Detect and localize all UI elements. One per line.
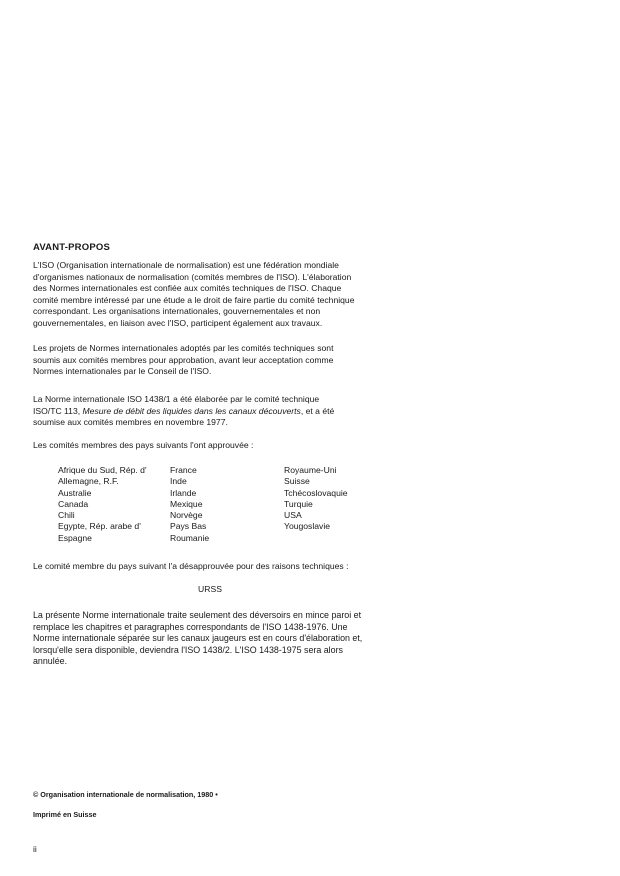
- country-item: Norvège: [170, 510, 203, 521]
- text-line: soumise aux comités membres en novembre 1977.: [33, 417, 228, 428]
- country-column-3: [284, 465, 348, 533]
- section-heading: AVANT-PROPOS: [33, 242, 110, 253]
- country-item: Mexique: [170, 498, 203, 509]
- country-item: Inde: [170, 476, 187, 487]
- country-item: USA: [284, 510, 302, 521]
- text-line: annulée.: [33, 656, 68, 667]
- country-column-1: [58, 465, 147, 544]
- paragraph-iso-overview: [33, 260, 382, 330]
- text-line: Normes internationales par le Conseil de l'ISO.: [33, 366, 212, 377]
- country-item: Chili: [58, 510, 75, 521]
- country-item: Pays Bas: [170, 521, 207, 532]
- text-line: La présente Norme internationale traite seulement des déversoirs en mince paroi et: [33, 610, 362, 620]
- text-line: gouvernementales, en liaison avec l'ISO, participent également aux travaux.: [33, 317, 323, 328]
- text-line: Le comité membre du pays suivant l'a désapprouvée pour des raisons techniques :: [33, 561, 349, 571]
- text-line: d'organismes nationaux de normalisation (comités membres de l'ISO). L'élaboration: [33, 271, 352, 282]
- text-fragment: , et a été: [300, 405, 335, 416]
- text-line: L'ISO (Organisation internationale de normalisation) est une fédération mondiale: [33, 260, 339, 270]
- country-item: Espagne: [58, 532, 92, 543]
- text-line: correspondant. Les organisations internationales, gouvernementales et non: [33, 306, 321, 317]
- text-line: La Norme internationale ISO 1438/1 a été élaborée par le comité technique: [33, 394, 320, 404]
- paragraph-standard-origin: [33, 394, 382, 429]
- country-item: Tchécoslovaquie: [284, 487, 348, 498]
- paragraph-approving-members: [33, 440, 382, 452]
- committee-title: Mesure de débit des liquides dans les canaux découverts: [82, 405, 301, 416]
- text-line: soumis aux comités membres pour approbation, avant leur acceptation comme: [33, 354, 334, 365]
- country-item: Royaume-Uni: [284, 465, 337, 475]
- country-column-2: [170, 465, 209, 544]
- paragraph-scope-note: [33, 610, 382, 668]
- country-item: Afrique du Sud, Rép. d': [58, 465, 147, 475]
- text-line: Les comités membres des pays suivants l'ont approuvée :: [33, 440, 254, 450]
- country-item: Australie: [58, 487, 92, 498]
- page-number: ii: [33, 844, 37, 854]
- country-item: Irlande: [170, 487, 197, 498]
- text-line: Les projets de Normes internationales adoptés par les comités techniques sont: [33, 343, 334, 353]
- committee-ref: ISO/TC 113,: [33, 405, 83, 416]
- text-line: [33, 406, 382, 418]
- country-item: Canada: [58, 498, 89, 509]
- country-item: Yougoslavie: [284, 521, 331, 532]
- text-line: Norme internationale séparée sur les canaux jaugeurs est en cours d'élaboration et,: [33, 633, 363, 644]
- country-item: Egypte, Rép. arabe d': [58, 521, 141, 532]
- copyright-notice: © Organisation internationale de normalisation, 1980 •: [33, 790, 218, 799]
- disapproving-country: URSS: [198, 584, 222, 594]
- text-line: remplace les chapitres et paragraphes correspondants de l'ISO 1438-1976. Une: [33, 621, 348, 632]
- text-line: comité membre intéressé par une étude a le droit de faire partie du comité technique: [33, 294, 355, 305]
- paragraph-disapproval: [33, 561, 382, 573]
- paragraph-approval-process: [33, 343, 382, 378]
- text-line: lorsqu'elle sera disponible, deviendra l'ISO 1438/2. L'ISO 1438-1975 sera alors: [33, 644, 343, 655]
- printed-in-notice: Imprimé en Suisse: [33, 810, 97, 819]
- country-item: Roumanie: [170, 532, 210, 543]
- country-item: Allemagne, R.F.: [58, 476, 119, 487]
- country-item: Turquie: [284, 498, 313, 509]
- text-line: des Normes internationales est confiée aux comités techniques de l'ISO. Chaque: [33, 283, 342, 294]
- country-item: France: [170, 465, 197, 475]
- country-item: Suisse: [284, 476, 310, 487]
